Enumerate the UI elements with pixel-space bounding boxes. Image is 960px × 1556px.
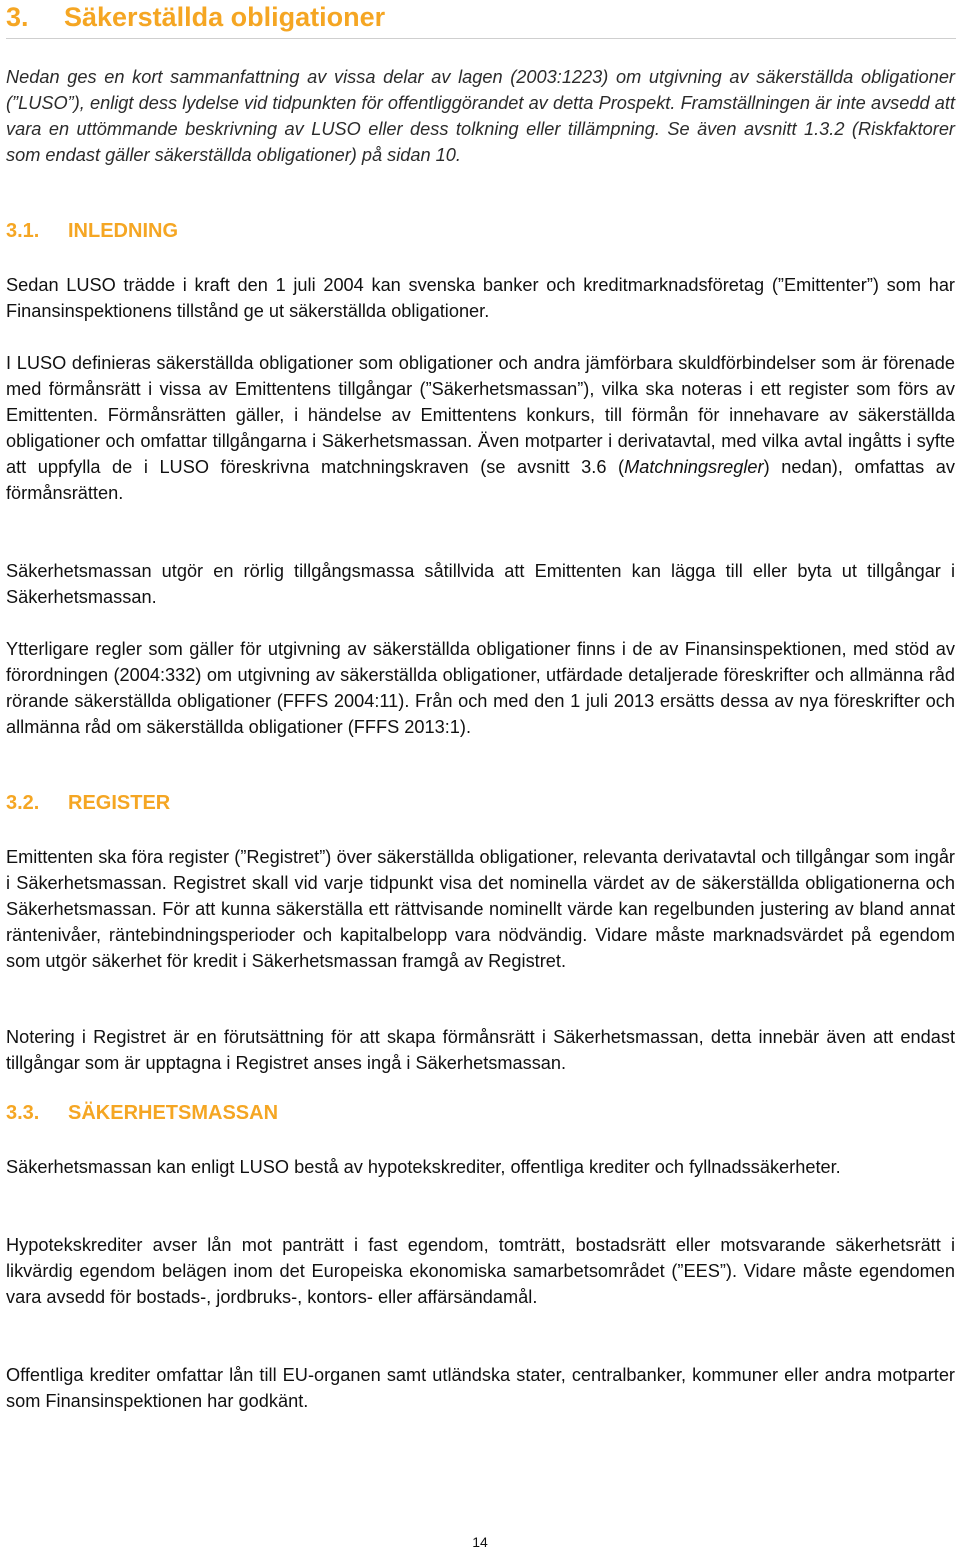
intro-section xyxy=(6,64,955,168)
section-heading xyxy=(6,1100,955,1126)
body-paragraph: Offentliga krediter omfattar lån till EU-organen samt utländska stater, centralbanker, kommuner eller andra motparter som Finansinspektionen har godkänt. xyxy=(6,1365,955,1411)
section-heading xyxy=(6,218,955,244)
section-number: 3.1. xyxy=(6,220,40,242)
body-paragraph: Säkerhetsmassan utgör en rörlig tillgångsmassa såtillvida att Emittenten kan lägga till eller byta ut tillgångar i Säkerhetsmassan. xyxy=(6,561,955,607)
heading-divider xyxy=(6,38,956,39)
section-sakerhetsmassan xyxy=(6,1100,955,1126)
chapter-number: 3. xyxy=(6,2,29,32)
paragraph-block xyxy=(6,1362,955,1414)
section-register xyxy=(6,790,955,816)
body-paragraph: Hypotekskrediter avser lån mot panträtt i fast egendom, tomträtt, bostadsrätt eller motsvarande säkerhetsrätt i likvärdig egendom belägen inom det Europeiska ekonomiska samarbetsområdet (”EES”). Vidare måste egendomen vara avsedd för bostads-, jordbruks-, kontors- eller affärsändamål. xyxy=(6,1235,955,1307)
body-paragraph xyxy=(6,350,955,506)
body-paragraph: Säkerhetsmassan kan enligt LUSO bestå av hypotekskrediter, offentliga krediter och fyllnadssäkerheter. xyxy=(6,1157,841,1177)
body-paragraph: Notering i Registret är en förutsättning för att skapa förmånsrätt i Säkerhetsmassan, detta innebär även att endast tillgångar som är upptagna i Registret anses ingå i Säkerhetsmassan. xyxy=(6,1027,955,1073)
paragraph-text: ) nedan), omfattas av förmånsrätten. xyxy=(6,457,956,503)
italic-reference: Matchningsregler xyxy=(624,457,764,477)
chapter-heading xyxy=(6,2,956,40)
body-paragraph: Ytterligare regler som gäller för utgivning av säkerställda obligationer finns i de av Finansinspektionen, med stöd av förordningen (2004:332) om utgivning av säkerställda obligationer, utfärdade detaljerade föreskrifter och allmänna råd rörande säkerställda obligationer (FFFS 2004:11). Från och med den 1 juli 2013 ersätts dessa av nya föreskrifter och allmänna råd om säkerställda obligationer (FFFS 2013:1). xyxy=(6,639,955,737)
section-title: REGISTER xyxy=(68,792,171,814)
page-number: 14 xyxy=(472,1534,488,1550)
section-title: INLEDNING xyxy=(68,220,178,242)
paragraph-block xyxy=(6,1024,955,1076)
chapter-title: Säkerställda obligationer xyxy=(64,2,386,32)
section-number: 3.2. xyxy=(6,792,40,814)
paragraph-block xyxy=(6,1232,955,1310)
paragraph-block xyxy=(6,350,955,506)
paragraph-block xyxy=(6,558,955,610)
section-number: 3.3. xyxy=(6,1102,40,1124)
section-heading xyxy=(6,790,955,816)
paragraph-text: I LUSO definieras säkerställda obligationer som obligationer och andra jämförbara skuldförbindelser som är förenade med förmånsrätt i vissa av Emittentens tillgångar (”Säkerhetsmassan”), vilka ska noteras i ett register som förs av Emittenten. Förmånsrätten gäller, i händelse av Emittentens konkurs, till förmån för innehavare av säkerställda obligationer och omfattar tillgångarna i Säkerhetsmassan. Även motparter i derivatavtal, med vilka avtal ingåtts i syfte att uppfylla de i LUSO föreskrivna matchningskraven (se avsnitt 3.6 ( xyxy=(6,353,955,477)
section-inledning xyxy=(6,218,955,244)
paragraph-block xyxy=(6,1154,955,1180)
paragraph-block xyxy=(6,844,955,974)
body-paragraph: Emittenten ska föra register (”Registret”) över säkerställda obligationer, relevanta derivatavtal och tillgångar som ingår i Säkerhetsmassan. Registret skall vid varje tidpunkt visa det nominella värdet av de säkerställda obligationerna och Säkerhetsmassan. För att kunna säkerställa ett rättvisande nominellt värde kan regelbunden justering av bland annat räntenivåer, räntebindningsperioder och kapitalbelopp vara nödvändig. Vidare måste marknadsvärdet på egendom som utgör säkerhet för kredit i Säkerhetsmassan framgå av Registret. xyxy=(6,847,955,971)
paragraph-block xyxy=(6,636,955,740)
paragraph-block xyxy=(6,272,955,324)
body-paragraph: Sedan LUSO trädde i kraft den 1 juli 2004 kan svenska banker och kreditmarknadsföretag (”Emittenter”) som har Finansinspektionens tillstånd ge ut säkerställda obligationer. xyxy=(6,275,955,321)
intro-paragraph: Nedan ges en kort sammanfattning av vissa delar av lagen (2003:1223) om utgivning av säkerställda obligationer (”LUSO”), enligt dess lydelse vid tidpunkten för offentliggörandet av detta Prospekt. Framställningen är inte avsedd att vara en uttömmande beskrivning av LUSO eller dess tolkning eller tillämpning. Se även avsnitt 1.3.2 (Riskfaktorer som endast gäller säkerställda obligationer) på sidan 10. xyxy=(6,67,955,165)
section-title: SÄKERHETSMASSAN xyxy=(68,1102,279,1124)
